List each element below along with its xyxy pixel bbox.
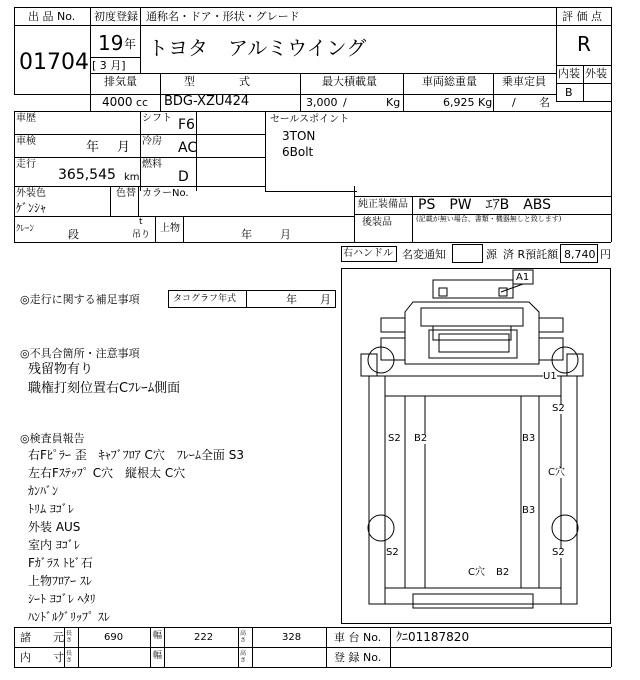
inspector-line-4: ﾄﾘﾑ ﾖｺﾞﾚ [28,502,74,516]
mark-s2-left: S2 [388,433,401,444]
mark-c-right: C穴 [548,467,565,478]
lot-number: 01704 [19,50,89,75]
crane-label: ｸﾚｰﾝ [16,224,35,234]
max-load-separator: / [343,96,347,109]
steering-side: 右ハンドル [343,248,393,259]
lot-label: 出 品 No. [28,10,76,23]
max-load-unit: Kg [386,96,401,109]
tachograph-year-unit: 年 [286,293,297,306]
color-value: ｹﾞﾝｼｬ [16,201,47,215]
inner-height-label: 高さ [240,650,247,664]
inspection-label: 車検 [16,136,36,147]
mark-b2-rear: B2 [496,567,510,578]
inspector-line-10: ﾊﾝﾄﾞﾙｸﾞﾘｯﾌﾟ ｽﾚ [28,610,110,624]
displacement-label: 排気量 [104,75,137,88]
vehicle-name: トヨタ アルミウイング [148,36,367,60]
gross-weight-value: 6,925 [443,96,475,109]
inner-length-label: 長さ [66,650,73,664]
width-label: 幅 [153,631,163,641]
capacity-unit: 名 [539,96,550,109]
mark-s2-right-top: S2 [552,403,565,414]
mark-b3-right-top: B3 [522,433,536,444]
capacity-separator: / [512,96,516,109]
sales-point-line-1: 3TON [282,129,316,143]
inspector-line-8: 上物ﾌﾛｱｰ ｽﾚ [28,574,92,588]
topside-month-unit: 月 [280,228,291,241]
mark-c-rear: C穴 [468,567,485,578]
recycle-label: 済 R預託額 [503,248,559,261]
mark-u1: U1 [543,371,557,382]
inspector-line-5: 外装 AUS [28,520,81,534]
history-label: 車歴 [16,113,36,124]
gross-weight-label: 車両総重量 [422,75,477,88]
inspector-line-6: 室内 ﾖｺﾞﾚ [28,538,80,552]
height-label: 高さ [240,630,247,644]
inspector-line-9: ｼｰﾄ ﾖｺﾞﾚ ﾍﾀﾘ [28,592,96,606]
name-change-label: 名変通知 [402,248,446,261]
mileage-unit: km [124,172,140,183]
topside-year-unit: 年 [241,228,252,241]
name-change-box [452,244,483,263]
color-code-label: カラーNo. [142,188,189,199]
width-value: 222 [194,632,214,643]
mark-a1: A1 [516,272,530,283]
inner-dims-label: 内 寸 [20,651,64,664]
vehicle-name-label: 通称名・ドア・形状・グレード [146,10,300,23]
length-label: 長さ [66,630,73,644]
color-label: 外装色 [16,188,46,199]
crane-ton-mark: t [139,217,143,227]
exterior-grade-label: 外装 [585,67,607,80]
mark-s2-left-bottom: S2 [386,547,399,558]
equipment-label: 純正装備品 [358,199,408,210]
fuel-value: D [178,169,189,185]
defect-line-1: 残留物有り [28,362,94,377]
mileage-value: 365,545 [58,167,116,183]
max-load-value: 3,000 [306,96,338,109]
aftermarket-note: (記載が無い場合、書類・機器無しと致します) [416,215,562,223]
color-number-label: 色替 [116,188,136,199]
length-value: 690 [104,632,124,643]
inspector-line-2: 左右Fｽﾃｯﾌﾟ C穴 縦根太 C穴 [28,466,186,480]
inspection-month-unit: 月 [117,140,131,155]
recycle-unit: 円 [600,248,611,261]
aftermarket-label: 後装品 [362,217,392,228]
aircon-value: AC [178,140,198,156]
recycle-value: 8,740 [564,248,596,261]
driving-notes-title: ◎走行に関する補足事項 [20,293,140,306]
defect-line-2: 職権打刻位置右Cﾌﾚｰﾑ側面 [28,381,181,396]
model-value: BDG-XZU424 [164,94,250,109]
inner-width-label: 幅 [153,651,163,661]
inspector-line-7: Fｶﾞﾗｽ ﾄﾋﾞ石 [28,556,93,570]
registration-number-label: 登 録 No. [334,651,382,664]
defect-notes-title: ◎不具合箇所・注意事項 [20,347,140,360]
interior-grade-value: B [565,86,573,99]
mark-b3-right-bottom: B3 [522,505,536,516]
mark-b2-left: B2 [414,433,428,444]
chassis-label: 車 台 No. [334,631,382,644]
crane-ton-unit: 吊り [132,230,151,240]
fuel-label: 燃料 [142,159,162,170]
registration-year: 19 [98,31,124,55]
inspection-year-unit: 年 [86,140,100,155]
aircon-label: 冷房 [142,136,162,147]
max-load-label: 最大積載量 [322,75,377,88]
inspector-line-1: 右Fﾋﾟﾗｰ 歪 ｷｬﾌﾞﾌﾛｱ C穴 ﾌﾚｰﾑ全面 S3 [28,448,244,462]
rating-value: R [577,32,591,56]
topside-label: 上物 [160,223,180,234]
model-label: 型 式 [184,75,250,88]
registration-year-unit: 年 [124,37,137,51]
registration-month: [ 3 月] [92,59,126,72]
mileage-label: 走行 [16,159,36,170]
mark-s2-right-bottom: S2 [552,547,565,558]
equipment-value: PS PW ｴｱB ABS [418,197,552,213]
capacity-label: 乗車定員 [502,75,546,88]
tachograph-month-unit: 月 [320,293,331,306]
shift-label: シフト [142,113,172,124]
height-value: 328 [282,632,302,643]
interior-grade-label: 内装 [558,67,580,80]
displacement-value: 4000 [102,95,133,109]
sales-point-line-2: 6Bolt [282,145,314,159]
crane-stage-unit: 段 [68,228,79,241]
shift-value: F6 [178,117,195,133]
displacement-unit: cc [136,96,149,109]
rating-label: 評 価 点 [562,10,602,23]
inspector-line-3: ｶﾝﾊﾞﾝ [28,484,59,498]
inspector-report-title: ◎検査員報告 [20,432,85,445]
junk-label: 源 [486,248,497,261]
chassis-number: ｸﾆ01187820 [396,630,470,644]
first-registration-label: 初度登録 [94,10,138,23]
sales-point-label: セールスポイント [270,114,350,125]
gross-weight-unit: Kg [478,96,493,109]
dims-label: 諸 元 [20,631,64,644]
tachograph-label: タコグラフ年式 [173,294,237,304]
